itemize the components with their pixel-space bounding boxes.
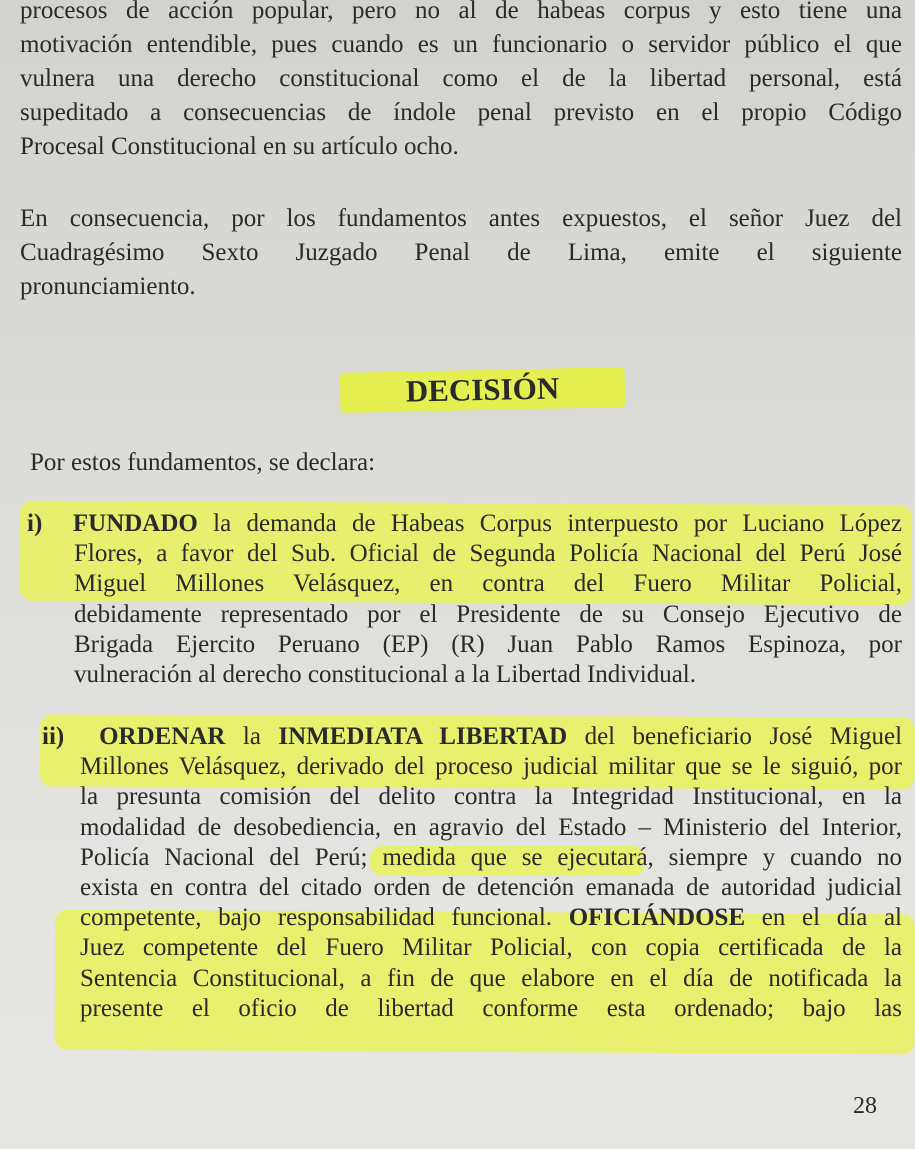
paragraph-line: En consecuencia, por los fundamentos antes expuestos, el señor Juez del bbox=[20, 205, 902, 232]
item-i-line: vulneración al derecho constitucional a la Libertad Individual. bbox=[74, 660, 696, 688]
item-ii-line-5 bbox=[20, 843, 902, 873]
item-ii-line: modalidad de desobediencia, en agravio del Estado – Ministerio del Interior, bbox=[80, 813, 902, 841]
decision-heading: DECISIÓN bbox=[340, 367, 626, 413]
declara-intro: Por estos fundamentos, se declara: bbox=[30, 449, 376, 476]
item-ii-text: siempre y cuando no bbox=[653, 843, 902, 871]
item-i-first-rest: la demanda de Habeas Corpus interpuesto por Luciano López bbox=[197, 510, 902, 537]
item-i-first-line bbox=[20, 509, 902, 539]
paragraph-line: pronunciamiento. bbox=[20, 273, 196, 300]
item-ii-line: Millones Velásquez, derivado del proceso judicial militar que se le siguió, por bbox=[80, 753, 902, 781]
paragraph-line: supeditado a consecuencias de índole penal previsto en el propio Código bbox=[20, 99, 902, 126]
item-i-line: debidamente representado por el Presidente de su Consejo Ejecutivo de bbox=[74, 600, 902, 628]
page-number: 28 bbox=[853, 1093, 877, 1119]
item-ii-bold-libertad: INMEDIATA LIBERTAD bbox=[278, 723, 568, 750]
item-ii-text: medida que se ejecutará, bbox=[382, 843, 654, 871]
item-ii-line: exista en contra del citado orden de detención emanada de autoridad judicial bbox=[80, 873, 902, 901]
item-ii-bold-ordenar: ORDENAR bbox=[99, 723, 226, 750]
item-ii-line: Juez competente del Fuero Militar Policial, con copia certificada de la bbox=[80, 934, 902, 962]
item-ii-line: la presunta comisión del delito contra la Integridad Institucional, en la bbox=[80, 783, 902, 811]
item-ii-text: competente, bajo responsabilidad funcional. bbox=[80, 904, 569, 932]
paragraph-line: motivación entendible, pues cuando es un funcionario o servidor público el que bbox=[20, 31, 902, 58]
item-ii-line-7 bbox=[20, 903, 902, 933]
decision-item-i bbox=[20, 509, 902, 690]
item-ii-line: Sentencia Constitucional, a fin de que elabore en el día de notificada la bbox=[80, 964, 902, 992]
paragraph-line: vulnera una derecho constitucional como el de la libertad personal, está bbox=[20, 65, 902, 92]
paragraph-line: Cuadragésimo Sexto Juzgado Penal de Lima, emite el siguiente bbox=[20, 239, 902, 266]
item-i-line: Flores, a favor del Sub. Oficial de Segunda Policía Nacional del Perú José bbox=[74, 540, 902, 568]
item-ii-bold-oficiandose: OFICIÁNDOSE bbox=[568, 904, 746, 932]
item-ii-first-line bbox=[20, 722, 902, 752]
paragraph-top bbox=[20, 0, 902, 164]
paragraph-consequence bbox=[20, 202, 902, 304]
item-ii-text: Policía Nacional del Perú; bbox=[80, 843, 383, 871]
item-ii-marker: ii) bbox=[42, 723, 65, 750]
item-ii-text: del beneficiario José Miguel bbox=[567, 723, 903, 750]
item-i-bold-word: FUNDADO bbox=[72, 510, 198, 537]
paragraph-line: procesos de acción popular, pero no al de habeas corpus y esto tiene una bbox=[20, 0, 902, 24]
item-ii-text: la bbox=[225, 723, 279, 750]
item-ii-line: presente el oficio de libertad conforme esta ordenado; bajo las bbox=[80, 994, 902, 1022]
item-i-marker: i) bbox=[27, 510, 43, 537]
item-i-line: Miguel Millones Velásquez, en contra del Fuero Militar Policial, bbox=[74, 570, 902, 598]
item-i-line: Brigada Ejercito Peruano (EP) (R) Juan Pablo Ramos Espinoza, por bbox=[74, 630, 902, 658]
decision-item-ii bbox=[20, 722, 902, 1024]
paragraph-line: Procesal Constitucional en su artículo ocho. bbox=[20, 133, 459, 160]
item-ii-text: en el día al bbox=[745, 904, 902, 932]
